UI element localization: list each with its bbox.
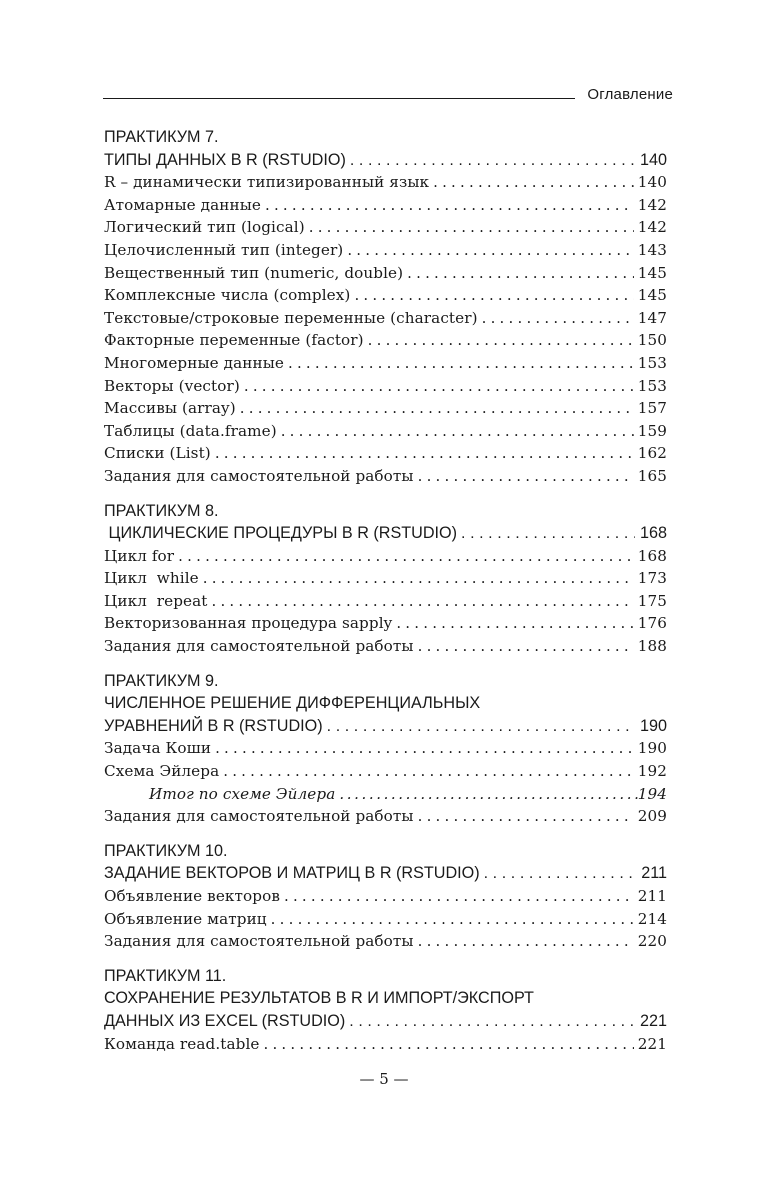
entry-title: Векторы (vector)	[104, 376, 240, 395]
entry-page-number: 221	[637, 1034, 667, 1053]
entry-title: Многомерные данные	[104, 353, 284, 372]
dot-leader	[240, 397, 634, 420]
section-label: ПРАКТИКУМ 10.	[104, 841, 228, 860]
entry-title: Целочисленный тип (integer)	[104, 240, 344, 259]
section-label: ПРАКТИКУМ 8.	[104, 501, 219, 520]
toc-entry[interactable]	[104, 420, 667, 443]
toc-entry[interactable]	[104, 262, 667, 285]
running-header	[103, 86, 675, 112]
dot-leader	[203, 567, 634, 590]
entry-title: Задания для самостоятельной работы	[104, 466, 414, 485]
toc-section	[104, 500, 667, 658]
entry-page-number: 157	[637, 399, 667, 418]
section-heading-title: ТИПЫ ДАННЫХ В R (RSTUDIO)	[104, 150, 346, 169]
toc-entry[interactable]	[104, 805, 667, 828]
toc-section	[104, 840, 667, 953]
section-heading[interactable]	[104, 522, 667, 545]
toc-subentry[interactable]	[104, 783, 667, 806]
entry-title: Схема Эйлера	[104, 762, 220, 781]
toc-entry[interactable]	[104, 397, 667, 420]
entry-page-number: 173	[637, 569, 667, 588]
entry-page-number: 188	[637, 637, 667, 656]
dot-leader	[178, 545, 634, 568]
entry-page-number: 176	[637, 614, 667, 633]
dot-leader	[339, 783, 637, 806]
section-heading[interactable]	[104, 715, 667, 738]
entry-page-number: 168	[637, 546, 667, 565]
table-of-contents	[104, 126, 667, 1055]
entry-title: Атомарные данные	[104, 195, 261, 214]
toc-entry[interactable]	[104, 737, 667, 760]
entry-page-number: 209	[637, 807, 667, 826]
section-label: ПРАКТИКУМ 7.	[104, 128, 219, 146]
entry-title: Объявление векторов	[104, 887, 280, 905]
dot-leader	[309, 216, 634, 239]
toc-entry[interactable]	[104, 329, 667, 352]
dot-leader	[288, 352, 634, 375]
entry-page-number: 165	[637, 466, 667, 485]
entry-title: Задания для самостоятельной работы	[104, 637, 414, 656]
section-heading-title: УРАВНЕНИЙ В R (RSTUDIO)	[104, 716, 323, 735]
toc-entry[interactable]	[104, 545, 667, 568]
entry-page-number: 220	[637, 932, 667, 951]
entry-title: Таблицы (data.frame)	[104, 421, 277, 440]
toc-entry[interactable]	[104, 908, 667, 931]
section-heading[interactable]	[104, 862, 667, 885]
section-heading-title: ДАННЫХ ИЗ EXCEL (RSTUDIO)	[104, 1011, 346, 1030]
dot-leader	[327, 716, 635, 738]
section-page-number: 190	[639, 716, 667, 735]
section-page-number: 140	[639, 150, 667, 169]
entry-page-number: 214	[637, 909, 667, 928]
entry-title: Цикл repeat	[104, 591, 208, 610]
toc-entry[interactable]	[104, 194, 667, 217]
header-title: Оглавление	[587, 86, 673, 103]
entry-page-number: 145	[637, 286, 667, 305]
dot-leader	[482, 307, 634, 330]
entry-title: Текстовые/строковые переменные (character)	[104, 308, 478, 327]
entry-page-number: 162	[637, 444, 667, 463]
toc-entry[interactable]	[104, 352, 667, 375]
entry-title: Факторные переменные (factor)	[104, 331, 364, 350]
dot-leader	[396, 612, 633, 635]
dot-leader	[418, 805, 634, 828]
dot-leader	[215, 442, 634, 465]
section-page-number: 221	[639, 1011, 667, 1030]
entry-page-number: 147	[637, 308, 667, 327]
entry-title: Вещественный тип (numeric, double)	[104, 263, 404, 282]
entry-title: Векторизованная процедура sapply	[104, 614, 393, 633]
dot-leader	[350, 150, 635, 172]
entry-title: Комплексные числа (complex)	[104, 286, 351, 305]
toc-entry[interactable]	[104, 885, 667, 908]
section-heading[interactable]	[104, 149, 667, 172]
dot-leader	[433, 171, 634, 194]
entry-title: Цикл while	[104, 569, 199, 588]
toc-entry[interactable]	[104, 216, 667, 239]
section-page-number: 211	[641, 864, 667, 883]
section-label: ПРАКТИКУМ 9.	[104, 671, 219, 690]
toc-entry[interactable]	[104, 465, 667, 488]
section-heading[interactable]	[104, 1010, 667, 1033]
dot-leader	[284, 885, 634, 908]
entry-title: Цикл for	[104, 546, 175, 565]
dot-leader	[461, 523, 635, 545]
dot-leader	[244, 375, 634, 398]
dot-leader	[223, 760, 633, 783]
entry-title: Задача Коши	[104, 739, 212, 758]
entry-page-number: 194	[637, 784, 667, 803]
dot-leader	[418, 930, 634, 953]
toc-section	[104, 670, 667, 828]
dot-leader	[349, 1011, 635, 1033]
entry-page-number: 142	[637, 218, 667, 237]
section-label: ПРАКТИКУМ 11.	[104, 966, 227, 985]
toc-section	[104, 126, 667, 488]
entry-title: Задания для самостоятельной работы	[104, 932, 414, 951]
entry-title: Логический тип (logical)	[104, 218, 305, 237]
dot-leader	[271, 908, 634, 931]
toc-entry[interactable]	[104, 375, 667, 398]
dot-leader	[264, 1033, 634, 1056]
page-number: — 5 —	[359, 1070, 409, 1088]
dot-leader	[368, 329, 634, 352]
toc-entry[interactable]	[104, 930, 667, 953]
entry-page-number: 190	[637, 739, 667, 758]
entry-page-number: 175	[637, 591, 667, 610]
header-rule	[103, 98, 575, 99]
entry-page-number: 211	[637, 887, 667, 905]
entry-page-number: 150	[637, 331, 667, 350]
dot-leader	[281, 420, 634, 443]
dot-leader	[354, 284, 633, 307]
toc-entry[interactable]	[104, 442, 667, 465]
entry-page-number: 159	[637, 421, 667, 440]
dot-leader	[215, 737, 634, 760]
entry-page-number: 192	[637, 762, 667, 781]
entry-page-number: 153	[637, 376, 667, 395]
entry-page-number: 140	[637, 173, 667, 192]
toc-entry[interactable]	[104, 307, 667, 330]
entry-page-number: 153	[637, 353, 667, 372]
toc-entry[interactable]	[104, 171, 667, 194]
section-heading-title: ЦИКЛИЧЕСКИЕ ПРОЦЕДУРЫ В R (RSTUDIO)	[104, 524, 458, 543]
entry-title: Объявление матриц	[104, 909, 267, 928]
entry-page-number: 145	[637, 263, 667, 282]
dot-leader	[418, 635, 634, 658]
entry-title: Задания для самостоятельной работы	[104, 807, 414, 826]
section-heading-title: ЗАДАНИЕ ВЕКТОРОВ И МАТРИЦ В R (RSTUDIO)	[104, 864, 480, 883]
dot-leader	[407, 262, 634, 285]
section-page-number: 168	[639, 524, 667, 543]
toc-entry[interactable]	[104, 760, 667, 783]
dot-leader	[265, 194, 634, 217]
entry-title: Массивы (array)	[104, 399, 236, 418]
section-heading-line: ЧИСЛЕННОЕ РЕШЕНИЕ ДИФФЕРЕНЦИАЛЬНЫХ	[104, 694, 481, 713]
entry-page-number: 142	[637, 195, 667, 214]
dot-leader	[347, 239, 633, 262]
toc-entry[interactable]	[104, 612, 667, 635]
entry-title: Списки (List)	[104, 444, 211, 463]
toc-entry[interactable]	[104, 590, 667, 613]
entry-page-number: 143	[637, 240, 667, 259]
dot-leader	[484, 863, 635, 885]
toc-entry[interactable]	[104, 567, 667, 590]
toc-section	[104, 965, 667, 1055]
section-heading-line: СОХРАНЕНИЕ РЕЗУЛЬТАТОВ В R И ИМПОРТ/ЭКСПОРТ	[104, 989, 534, 1008]
entry-title: Итог по схеме Эйлера	[149, 784, 336, 803]
toc-entry[interactable]	[104, 239, 667, 262]
dot-leader	[211, 590, 633, 613]
entry-title: Команда read.table	[104, 1034, 260, 1053]
toc-entry[interactable]	[104, 635, 667, 658]
toc-entry[interactable]	[104, 284, 667, 307]
entry-title: R – динамически типизированный язык	[104, 173, 430, 192]
dot-leader	[418, 465, 634, 488]
toc-entry[interactable]	[104, 1033, 667, 1056]
